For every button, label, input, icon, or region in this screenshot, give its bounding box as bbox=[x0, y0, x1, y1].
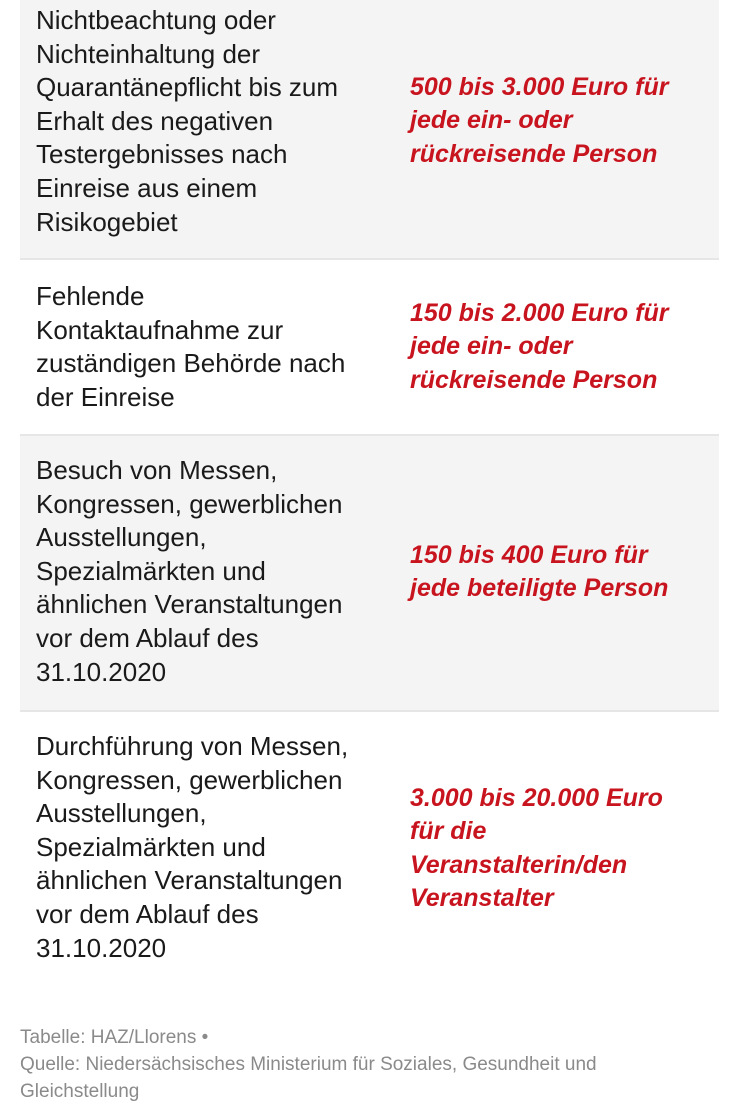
violation-cell: Nichtbeachtung oder Nichteinhaltung der Quarantänepflicht bis zum Erhalt des negativen Testergebnisses nach Einreise aus einem Risikogebiet bbox=[36, 5, 339, 237]
fine-cell: 500 bis 3.000 Euro für jede ein- oder rückreisende Person bbox=[410, 73, 669, 168]
fines-table bbox=[20, 0, 719, 988]
table-row bbox=[20, 0, 719, 260]
violation-cell: Besuch von Messen, Kongressen, gewerblichen Ausstellungen, Spezialmärkten und ähnlichen Veranstaltungen vor dem Ablauf des 31.10.2020 bbox=[36, 455, 343, 687]
table-credit: Tabelle: HAZ/Llorens • bbox=[20, 1027, 209, 1048]
violation-cell: Fehlende Kontaktaufnahme zur zuständigen Behörde nach der Einreise bbox=[36, 281, 346, 412]
table-row bbox=[20, 436, 719, 712]
violation-cell: Durchführung von Messen, Kongressen, gewerblichen Ausstellungen, Spezialmärkten und ähnlichen Veranstaltungen vor dem Ablauf des 31.10.2020 bbox=[36, 731, 349, 963]
fine-cell: 3.000 bis 20.000 Euro für die Veranstalterin/den Veranstalter bbox=[410, 784, 663, 913]
table-source: Quelle: Niedersächsisches Ministerium für Soziales, Gesundheit und Gleichstellung bbox=[20, 1054, 597, 1102]
fine-cell: 150 bis 400 Euro für jede beteiligte Person bbox=[410, 541, 669, 603]
fine-cell: 150 bis 2.000 Euro für jede ein- oder rückreisende Person bbox=[410, 299, 669, 394]
table-row bbox=[20, 712, 719, 988]
table-row bbox=[20, 260, 719, 436]
table-footer bbox=[20, 1024, 719, 1105]
